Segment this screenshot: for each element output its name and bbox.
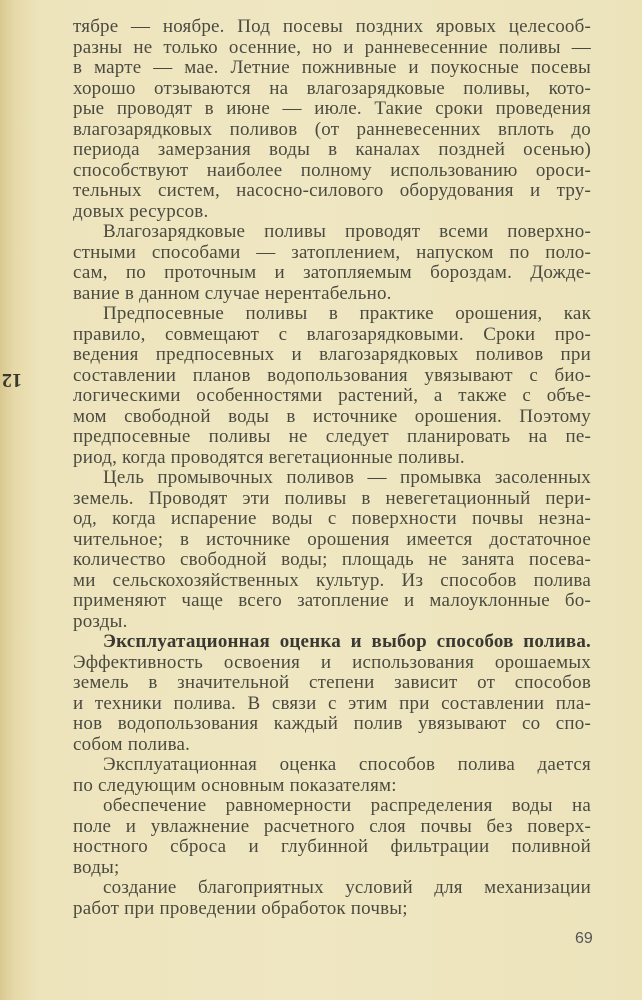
text-line: в марте — мае. Летние пожнивные и поукосные посевы [73, 57, 591, 78]
text-line: Предпосевные поливы в практике орошения, как [103, 303, 591, 324]
text-line: поле и увлажнение расчетного слоя почвы без поверх- [73, 815, 591, 837]
text-line: тельных систем, насосно-силового оборудования и тру- [73, 180, 591, 201]
text-line: применяют чаще всего затопление и малоуклонные бо- [73, 590, 591, 611]
text-line: земель в значительной степени зависит от способов [73, 672, 591, 693]
page-body-text [73, 17, 591, 919]
text-line: розды. [73, 610, 128, 632]
text-line: стными способами — затоплением, напуском по поло- [73, 241, 591, 263]
text-line: довых ресурсов. [73, 200, 209, 222]
text-line: Эффективность освоения и использования орошаемых [73, 651, 591, 673]
text-line: и техники полива. В связи с этим при составлении пла- [73, 692, 591, 714]
text-line: разны не только осенние, но и ранневесенние поливы — [73, 36, 591, 58]
text-line: риод, когда проводятся вегетационные поливы. [73, 446, 465, 468]
text-line: рые проводят в июне — июле. Такие сроки проведения [73, 98, 591, 119]
text-line: предпосевные поливы не следует планировать на пе- [73, 426, 591, 447]
text-line: количество свободной воды; площадь не занята посева- [73, 549, 591, 570]
text-line: правило, совмещают с влагозарядковыми. Сроки про- [73, 323, 591, 345]
text-line: Влагозарядковые поливы проводят всеми поверхно- [103, 221, 591, 242]
text-line: Эксплуатационная оценка способов полива дается [103, 754, 591, 775]
text-line: ведения предпосевных и влагозарядковых поливов при [73, 344, 591, 365]
text-line: ностного сброса и глубинной фильтрации поливной [73, 836, 591, 857]
text-line: ми сельскохозяйственных культур. Из способов полива [73, 569, 591, 591]
text-line: создание благоприятных условий для механизации [103, 877, 591, 898]
text-line: составлении планов водопользования увязывают с био- [73, 364, 591, 386]
text-line: по следующим основным показателям: [73, 774, 397, 796]
text-line: Цель промывочных поливов — промывка засоленных [103, 467, 591, 488]
text-line: воды; [73, 856, 120, 878]
margin-mark: 12 [2, 369, 22, 391]
text-line: хорошо отзываются на влагозарядковые поливы, кото- [73, 77, 591, 99]
text-line: работ при проведении обработок почвы; [73, 897, 408, 919]
text-line: земель. Проводят эти поливы в невегетационный пери- [73, 487, 591, 509]
text-line: мом свободной воды в источнике орошения. Поэтому [73, 405, 591, 427]
text-line: собом полива. [73, 733, 191, 755]
text-line: вание в данном случае нерентабельно. [73, 282, 392, 304]
text-line: логическими особенностями растений, а также с объе- [73, 385, 591, 406]
text-line: способствуют наиболее полному использованию ороси- [73, 159, 591, 181]
text-line: обеспечение равномерности распределения воды на [103, 795, 591, 816]
text-line: тябре — ноябре. Под посевы поздних яровых целесооб- [73, 16, 591, 37]
text-line: чительное; в источнике орошения имеется достаточное [73, 528, 591, 550]
section-heading-line: Эксплуатационная оценка и выбор способов полива. [103, 631, 591, 652]
text-line: периода замерзания воды в каналах поздней осенью) [73, 139, 591, 160]
text-line: влагозарядковых поливов (от ранневесенних вплоть до [73, 118, 591, 140]
text-line: нов водопользования каждый полив увязывают со спо- [73, 713, 591, 734]
page-number: 69 [575, 930, 593, 947]
text-line: од, когда испарение воды с поверхности почвы незна- [73, 508, 591, 529]
text-line: сам, по проточным и затопляемым бороздам. Дожде- [73, 262, 591, 283]
